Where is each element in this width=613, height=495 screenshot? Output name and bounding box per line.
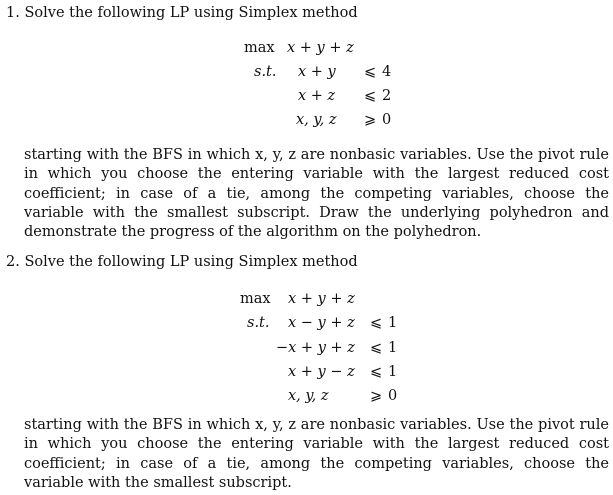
lp2-c4-rel: ⩾ xyxy=(370,388,383,404)
problem-1-number: 1. xyxy=(6,5,20,21)
problem-1-heading xyxy=(6,5,358,21)
lp2-c2-rel: ⩽ xyxy=(370,340,383,356)
lp1-c3-lhs: x, y, z xyxy=(296,112,337,128)
lp2-c2-lhs: −x + y + z xyxy=(276,340,355,356)
lp1-max-label: max xyxy=(244,40,275,56)
lp2-c3-lhs: x + y − z xyxy=(288,364,355,380)
lp2-c1-rhs: 1 xyxy=(388,315,398,331)
problem-2-title: Solve the following LP using Simplex method xyxy=(24,254,358,270)
lp1-objective: x + y + z xyxy=(287,40,354,56)
lp2-c1-lhs: x − y + z xyxy=(288,315,355,331)
lp2-c1-rel: ⩽ xyxy=(370,315,383,331)
lp1-c1-rhs: 4 xyxy=(382,64,392,80)
lp1-st-label: s.t. xyxy=(254,64,277,80)
problem-1-title: Solve the following LP using Simplex method xyxy=(24,5,358,21)
lp1-c3-rel: ⩾ xyxy=(364,112,377,128)
lp2-c4-lhs: x, y, z xyxy=(288,388,329,404)
lp1-c1-lhs: x + y xyxy=(298,64,336,80)
lp1-c2-rel: ⩽ xyxy=(364,88,377,104)
lp1-c2-lhs: x + z xyxy=(298,88,336,104)
lp1-c1-rel: ⩽ xyxy=(364,64,377,80)
lp2-c4-rhs: 0 xyxy=(388,388,398,404)
lp2-c3-rel: ⩽ xyxy=(370,364,383,380)
lp1-c2-rhs: 2 xyxy=(382,88,392,104)
lp2-st-label: s.t. xyxy=(247,315,270,331)
problem-1-paragraph: starting with the BFS in which x, y, z are nonbasic variables. Use the pivot rule in which you choose the entering variable with the largest reduced cost coefficient; in case of a tie, among the competing variables, choose the variable with the smallest subscript. Draw the underlying polyhedron and demonstrate the progress of the algorithm on the polyhedron. xyxy=(24,147,609,241)
lp2-c2-rhs: 1 xyxy=(388,340,398,356)
problem-2-number: 2. xyxy=(6,254,20,270)
problem-2-heading xyxy=(6,254,358,270)
lp2-c3-rhs: 1 xyxy=(388,364,398,380)
lp2-max-label: max xyxy=(240,291,271,307)
lp2-objective: x + y + z xyxy=(288,291,355,307)
problem-2-paragraph: starting with the BFS in which x, y, z are nonbasic variables. Use the pivot rule in which you choose the entering variable with the largest reduced cost coefficient; in case of a tie, among the competing variables, choose the variable with the smallest subscript. xyxy=(24,417,609,491)
lp1-c3-rhs: 0 xyxy=(382,112,392,128)
